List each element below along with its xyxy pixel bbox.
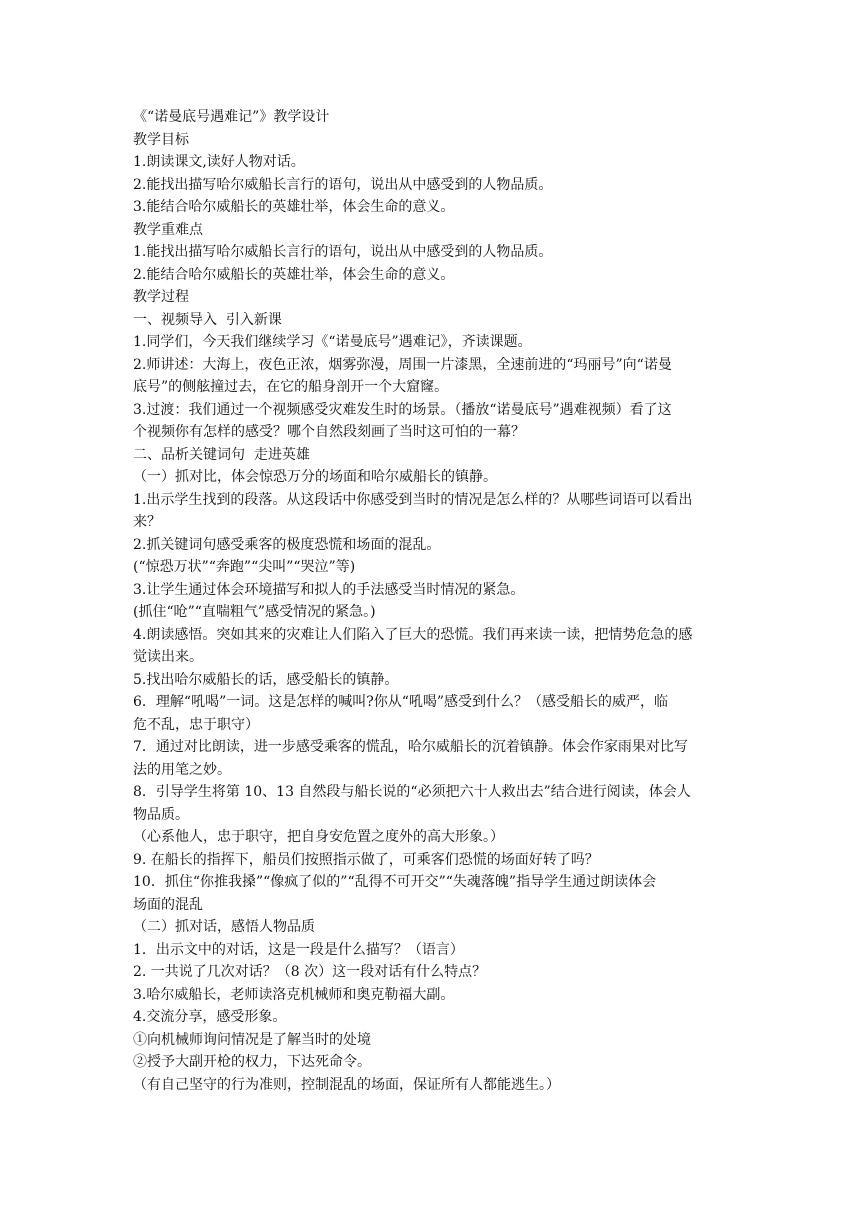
text-line: 2. 一共说了几次对话？（8 次）这一段对话有什么特点？: [133, 964, 487, 980]
text-line: 7．通过对比朗读，进一步感受乘客的慌乱，哈尔威船长的沉着镇静。体会作家雨果对比写: [133, 739, 688, 755]
text-line: (“惊恐万状”“奔跑”“尖叫”“哭泣”等): [133, 559, 356, 575]
text-line: ①向机械师询问情况是了解当时的处境: [133, 1031, 371, 1048]
text-line: 2.师讲述：大海上，夜色正浓，烟雾弥漫，周围一片漆黑，全速前进的“玛丽号”向“诺曼: [133, 356, 672, 373]
text-line: 1.出示学生找到的段落。从这段话中你感受到当时的情况是怎么样的？从哪些词语可以看出: [133, 491, 693, 508]
text-line: 9. 在船长的指挥下，船员们按照指示做了，可乘客们恐慌的场面好转了吗？: [133, 851, 599, 868]
text-line: 1.朗读课文,读好人物对话。: [133, 154, 305, 170]
text-line: （一）抓对比，体会惊恐万分的场面和哈尔威船长的镇静。: [133, 469, 497, 485]
text-line: 5.找出哈尔威船长的话，感受船长的镇静。: [133, 671, 399, 688]
section-heading-process: 教学过程: [133, 289, 189, 305]
text-line: 3.让学生通过体会环境描写和拟人的手法感受当时情况的紧急。: [133, 581, 525, 598]
section-heading-key-points: 教学重难点: [133, 221, 203, 238]
subsection-heading: 一、视频导入 引入新课: [133, 311, 282, 328]
text-line: 1.能找出描写哈尔威船长言行的语句，说出从中感受到的人物品质。: [133, 244, 553, 260]
text-line: 1．出示文中的对话，这是一段是什么描写？（语言）: [133, 941, 464, 958]
text-line: 8．引导学生将第 10、13 自然段与船长说的“必须把六十人救出去”结合进行阅读，体会人: [133, 784, 691, 800]
document-page: [133, 106, 733, 1096]
document-title: 《“诺曼底号遇难记”》教学设计: [133, 109, 330, 125]
text-line: 3.能结合哈尔威船长的英雄壮举，体会生命的意义。: [133, 199, 455, 215]
text-line: 3.哈尔威船长，老师读洛克机械师和奥克勒福大副。: [133, 986, 455, 1003]
text-line: 底号”的侧舷撞过去，在它的船身剖开一个大窟窿。: [133, 379, 449, 395]
text-line: 1.同学们，今天我们继续学习《“诺曼底号”遇难记》，齐读课题。: [133, 334, 532, 350]
text-line: 场面的混乱: [133, 896, 203, 913]
text-line: 觉读出来。: [133, 649, 203, 665]
text-line: ②授予大副开枪的权力，下达死命令。: [133, 1054, 371, 1070]
text-line: 3.过渡：我们通过一个视频感受灾难发生时的场景。（播放“诺曼底号”遇难视频）看了这: [133, 401, 672, 418]
text-line: 2.能找出描写哈尔威船长言行的语句，说出从中感受到的人物品质。: [133, 176, 553, 193]
text-line: （心系他人，忠于职守，把自身安危置之度外的高大形象。）: [133, 829, 504, 845]
text-line: 4.朗读感悟。突如其来的灾难让人们陷入了巨大的恐慌。我们再来读一读，把情势危急的感: [133, 626, 693, 643]
text-line: (抓住“呛”“直喘粗气”感受情况的紧急。): [133, 604, 376, 620]
subsection-heading: 二、品析关键词句 走进英雄: [133, 446, 310, 463]
text-line: 个视频你有怎样的感受？哪个自然段刻画了当时这可怕的一幕？: [133, 424, 525, 440]
text-line: 物品质。: [133, 806, 189, 823]
text-line: 10．抓住“你推我搡”“像疯了似的”“乱得不可开交”“失魂落魄”指导学生通过朗读体会: [133, 874, 657, 890]
text-line: 危不乱，忠于职守）: [133, 716, 259, 733]
text-line: 2.能结合哈尔威船长的英雄壮举，体会生命的意义。: [133, 266, 455, 283]
text-line: 2.抓关键词句感受乘客的极度恐慌和场面的混乱。: [133, 536, 441, 553]
text-line: 法的用笔之妙。: [133, 761, 231, 778]
text-line: 来？: [133, 514, 161, 530]
text-line: 4.交流分享，感受形象。: [133, 1009, 287, 1025]
text-line: 6．理解“吼喝”一词。这是怎样的喊叫?你从“吼喝”感受到什么？（感受船长的威严，临: [133, 694, 669, 710]
text-line: （有自己坚守的行为准则，控制混乱的场面，保证所有人都能逃生。）: [133, 1076, 560, 1093]
subsection-heading: （二）抓对话，感悟人物品质: [133, 919, 315, 935]
section-heading-objectives: 教学目标: [133, 131, 189, 148]
